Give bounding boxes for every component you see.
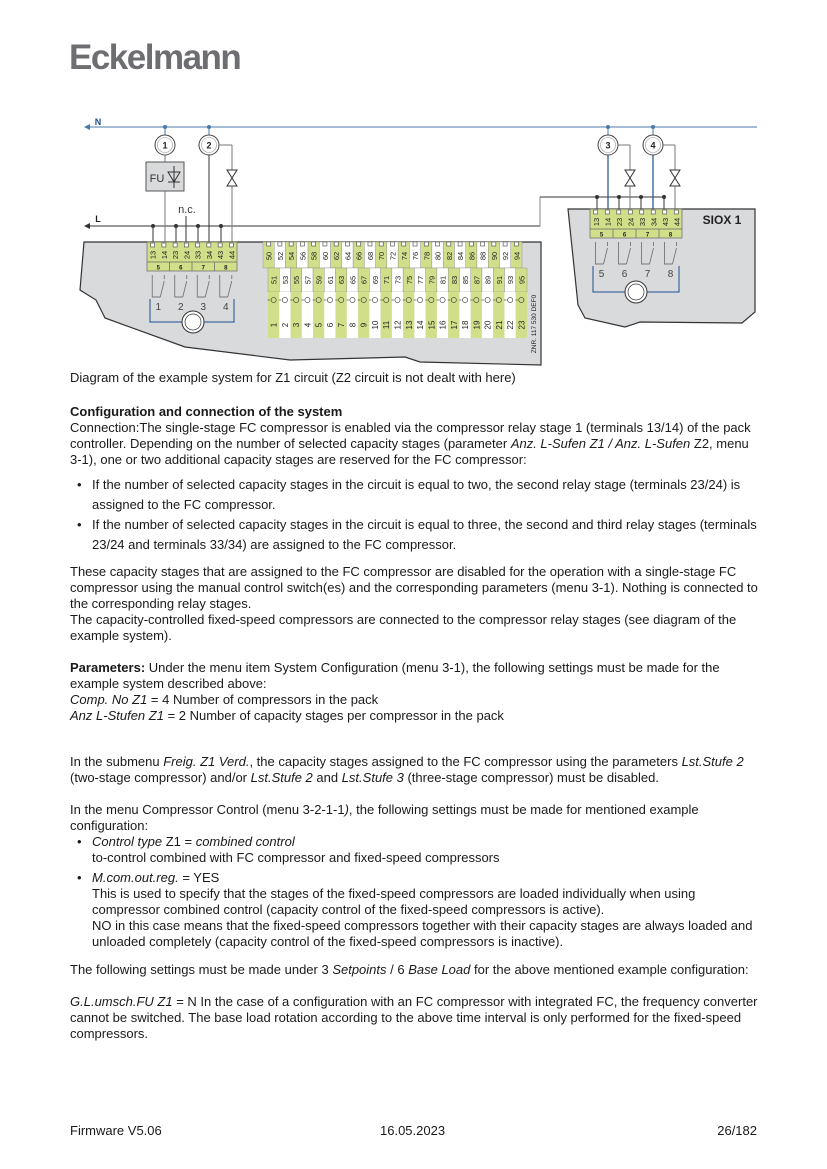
led-slot xyxy=(291,292,302,338)
paragraph xyxy=(70,564,760,612)
diagram-label: 4 xyxy=(222,302,229,313)
terminal-label: 94 xyxy=(512,251,522,261)
terminal-label: 43 xyxy=(216,250,226,260)
terminal-label: 43 xyxy=(660,217,670,227)
terminal-label: 84 xyxy=(456,251,466,261)
terminal-label: 75 xyxy=(404,275,414,285)
text-run: In the menu Compressor Control (menu 3-2-1-1 xyxy=(70,802,345,817)
diagram-label: 7 xyxy=(644,269,651,280)
terminal-label: 56 xyxy=(298,251,308,261)
diagram-label: n.c. xyxy=(178,204,196,216)
terminal-label: 13 xyxy=(148,250,158,260)
terminal-screw xyxy=(151,243,155,247)
terminal-screw xyxy=(312,242,316,246)
paragraph xyxy=(70,708,760,724)
terminal-label: 73 xyxy=(393,275,403,285)
text-run: combined control xyxy=(195,834,295,849)
terminal-label: 61 xyxy=(325,275,335,285)
valve-icon xyxy=(670,170,680,186)
footer-firmware: Firmware V5.06 xyxy=(70,1123,162,1138)
diagram-label: 8 xyxy=(224,265,228,272)
terminal-label: 57 xyxy=(303,275,313,285)
led-slot xyxy=(448,292,459,338)
terminal-label: 72 xyxy=(388,251,398,261)
text-run: In the submenu xyxy=(70,754,164,769)
terminal-label: 33 xyxy=(637,217,647,227)
terminal-screw xyxy=(436,242,440,246)
terminal-screw xyxy=(289,242,293,246)
terminal-screw xyxy=(628,210,632,214)
terminal-screw xyxy=(674,210,678,214)
terminal-label: 79 xyxy=(427,275,437,285)
terminal-label: 71 xyxy=(382,275,392,285)
terminal-label: 17 xyxy=(449,320,459,330)
diagram-label: N xyxy=(94,117,102,127)
text-run: Under the menu item System Configuration (menu 3-1), the following settings must be made for the example system described above: xyxy=(70,660,720,691)
text-run: Base Load xyxy=(408,962,471,977)
terminal-label: 66 xyxy=(354,251,364,261)
terminal-label: 52 xyxy=(275,251,285,261)
junction-dot xyxy=(207,125,211,129)
parameters-paragraph xyxy=(70,660,760,692)
terminal-screw xyxy=(379,242,383,246)
terminal-screw xyxy=(514,242,518,246)
terminal-label: 18 xyxy=(461,320,471,330)
terminal-label: 78 xyxy=(422,251,432,261)
diagram-label: 1 xyxy=(155,302,162,313)
terminal-screw xyxy=(267,242,271,246)
terminal-label: 86 xyxy=(467,251,477,261)
text-run: Z1 = xyxy=(162,834,196,849)
text-run: Freig. Z1 Verd. xyxy=(163,754,250,769)
terminal-label: ZNR. 117 530 DEF0 xyxy=(531,294,538,354)
terminal-label: 62 xyxy=(332,251,342,261)
terminal-label: 92 xyxy=(501,251,511,261)
terminal-label: 85 xyxy=(461,275,471,285)
diagram-label: 3 xyxy=(605,140,611,151)
terminal-label: 76 xyxy=(411,251,421,261)
terminal-label: 13 xyxy=(591,217,601,227)
arrow-icon xyxy=(84,223,90,229)
text-run: Connection:The single-stage FC compressor is enabled via the compressor relay stage 1 (terminals 13/14) of the pack controller. Depending on the number of selected capacity stages (parameter xyxy=(70,420,751,451)
section-heading: Configuration and connection of the system xyxy=(70,404,343,419)
text-run: , the capacity stages assigned to the FC compressor using the parameters xyxy=(249,754,682,769)
diagram-label: 7 xyxy=(645,232,650,239)
terminal-label: 2 xyxy=(280,322,290,328)
terminal-screw xyxy=(492,242,496,246)
terminal-label: 91 xyxy=(494,275,504,285)
terminal-screw xyxy=(651,210,655,214)
terminal-label: 59 xyxy=(314,275,324,285)
terminal-label: 6 xyxy=(325,322,335,328)
terminal-label: 3 xyxy=(292,322,302,328)
terminal-screw xyxy=(357,242,361,246)
terminal-screw xyxy=(447,242,451,246)
paragraph xyxy=(70,754,760,786)
terminal-screw xyxy=(481,242,485,246)
footer-date: 16.05.2023 xyxy=(380,1123,446,1138)
terminal-label: 95 xyxy=(517,275,527,285)
terminal-label: 55 xyxy=(292,275,302,285)
text-run: G.L.umsch.FU Z1 xyxy=(70,994,173,1009)
terminal-label: 87 xyxy=(472,275,482,285)
junction-dot xyxy=(651,125,655,129)
diagram-label: FU xyxy=(149,173,165,185)
led-slot xyxy=(324,292,335,338)
terminal-label: 77 xyxy=(416,275,426,285)
terminal-label: 83 xyxy=(449,275,459,285)
terminal-label: 90 xyxy=(489,251,499,261)
terminal-label: 4 xyxy=(303,322,313,328)
terminal-label: 65 xyxy=(348,275,358,285)
terminal-label: 19 xyxy=(472,320,482,330)
text-run: Setpoints xyxy=(332,962,387,977)
terminal-screw xyxy=(469,242,473,246)
terminal-screw xyxy=(229,243,233,247)
led-slot xyxy=(347,292,358,338)
text-run: Parameters: xyxy=(70,660,146,675)
led-slot xyxy=(504,292,515,338)
terminal-screw xyxy=(503,242,507,246)
led-slot xyxy=(369,292,380,338)
terminal-screw xyxy=(413,242,417,246)
text-run: If the number of selected capacity stages in the circuit is equal to two, the second relay stage (terminals 23/24) is assigned to the FC compressor. xyxy=(92,477,741,512)
bullet-item xyxy=(70,870,760,950)
valve-icon xyxy=(227,170,237,186)
terminal-screw xyxy=(162,243,166,247)
text-run: and xyxy=(312,770,342,785)
text-run: (three-stage compressor) must be disabled. xyxy=(403,770,659,785)
text-run: = N In the case of a configuration with an FC compressor with integrated FC, the frequency converter cannot be switched. The base load rotation according to the above time interval is only performed for the fixed-speed compressors. xyxy=(70,994,758,1041)
diagram-label: L xyxy=(95,214,101,224)
terminal-screw xyxy=(345,242,349,246)
text-run: Control type xyxy=(92,834,163,849)
terminal-label: 23 xyxy=(171,250,181,260)
terminal-screw xyxy=(334,242,338,246)
terminal-label: 63 xyxy=(337,275,347,285)
terminal-label: 51 xyxy=(269,275,279,285)
terminal-screw xyxy=(218,243,222,247)
led-slot xyxy=(493,292,504,338)
terminal-screw xyxy=(278,242,282,246)
text-run: / 6 xyxy=(386,962,409,977)
text-run: = 4 Number of compressors in the pack xyxy=(147,692,379,707)
terminal-label: 50 xyxy=(264,251,274,261)
text-run: , the following settings must be made for mentioned example configuration: xyxy=(70,802,699,833)
terminal-label: 64 xyxy=(343,251,353,261)
terminal-label: 16 xyxy=(438,320,448,330)
terminal-label: 9 xyxy=(359,322,369,328)
footer-page-number: 26/182 xyxy=(717,1123,757,1138)
led-slot xyxy=(268,292,279,338)
terminal-screw xyxy=(617,210,621,214)
paragraph xyxy=(70,802,760,834)
terminal-label: 12 xyxy=(393,320,403,330)
led-slot xyxy=(482,292,493,338)
terminal-label: 13 xyxy=(404,320,414,330)
diagram-label: 6 xyxy=(179,265,183,272)
terminal-label: 82 xyxy=(444,251,454,261)
terminal-label: 14 xyxy=(603,217,613,227)
diagram-label: 3 xyxy=(200,302,207,313)
terminal-label: 80 xyxy=(433,251,443,261)
valve-icon xyxy=(625,170,635,186)
text-run: Lst.Stufe 2 xyxy=(250,770,313,785)
terminal-screw xyxy=(184,243,188,247)
terminal-label: 24 xyxy=(182,250,192,260)
bullet-list xyxy=(70,834,760,954)
terminal-label: 69 xyxy=(370,275,380,285)
led-slot xyxy=(313,292,324,338)
diagram-label: 5 xyxy=(598,269,605,280)
text-run: to-control combined with FC compressor and fixed-speed compressors xyxy=(92,850,500,865)
terminal-label: 7 xyxy=(337,322,347,328)
led-slot xyxy=(336,292,347,338)
terminal-label: 5 xyxy=(314,322,324,328)
bullet-item xyxy=(70,834,760,866)
text-run: Anz. L-Sufen Z1 / Anz. L-Sufen xyxy=(510,436,691,451)
terminal-label: 23 xyxy=(517,320,527,330)
terminal-label: 15 xyxy=(427,320,437,330)
eckelmann-logo: Eckelmann xyxy=(69,38,241,77)
diagram-label: 6 xyxy=(621,269,628,280)
terminal-screw xyxy=(391,242,395,246)
diagram-label: 8 xyxy=(667,269,674,280)
text-run: = YES This is used to specify that the stages of the fixed-speed compressors are loaded individually when using compressor combined control (capacity control of the fixed-speed compressors is active). NO in this case means that the fixed-speed compressors together with their capacity stages are always loaded and unloaded completely (capacity control of the fixed-speed compressors is inactive). xyxy=(92,870,753,949)
terminal-screw xyxy=(173,243,177,247)
led-slot xyxy=(279,292,290,338)
paragraph xyxy=(70,994,760,1042)
terminal-label: 20 xyxy=(483,320,493,330)
terminal-screw xyxy=(402,242,406,246)
text-run: Lst.Stufe 3 xyxy=(341,770,404,785)
led-slot xyxy=(392,292,403,338)
junction-dot xyxy=(163,125,167,129)
junction-dot xyxy=(606,125,610,129)
bullet-item xyxy=(70,475,760,515)
diagram-label: 4 xyxy=(650,140,656,151)
terminal-screw xyxy=(594,210,598,214)
terminal-screw xyxy=(640,210,644,214)
bullet-list xyxy=(70,475,760,555)
terminal-screw xyxy=(323,242,327,246)
terminal-label: 14 xyxy=(159,250,169,260)
text-run: Anz L-Stufen Z1 xyxy=(70,708,164,723)
terminal-label: 68 xyxy=(365,251,375,261)
led-slot xyxy=(403,292,414,338)
terminal-label: 34 xyxy=(204,250,214,260)
terminal-screw xyxy=(368,242,372,246)
led-slot xyxy=(437,292,448,338)
terminal-label: 24 xyxy=(626,217,636,227)
terminal-label: 21 xyxy=(494,320,504,330)
diagram-label: SIOX 1 xyxy=(702,213,742,227)
led-slot xyxy=(459,292,470,338)
led-slot xyxy=(471,292,482,338)
terminal-screw xyxy=(663,210,667,214)
led-slot xyxy=(302,292,313,338)
text-run: for the above mentioned example configuration: xyxy=(470,962,749,977)
terminal-label: 93 xyxy=(506,275,516,285)
diagram-caption: Diagram of the example system for Z1 circuit (Z2 circuit is not dealt with here) xyxy=(70,370,516,385)
paragraph xyxy=(70,420,760,468)
text-run: The following settings must be made under 3 xyxy=(70,962,333,977)
terminal-label: 23 xyxy=(614,217,624,227)
paragraph xyxy=(70,612,760,644)
terminal-screw xyxy=(605,210,609,214)
terminal-label: 14 xyxy=(416,320,426,330)
terminal-screw xyxy=(424,242,428,246)
text-run: The capacity-controlled fixed-speed compressors are connected to the compressor relay stages (see diagram of the example system). xyxy=(70,612,737,643)
terminal-label: 58 xyxy=(309,251,319,261)
text-run: Lst.Stufe 2 xyxy=(681,754,744,769)
terminal-label: 10 xyxy=(370,320,380,330)
wiring-diagram xyxy=(0,100,827,375)
diagram-label: 2 xyxy=(177,302,184,313)
arrow-icon xyxy=(84,124,90,130)
led-slot xyxy=(358,292,369,338)
led-slot xyxy=(516,292,527,338)
diagram-label: 7 xyxy=(201,265,205,272)
text-run: = 2 Number of capacity stages per compressor in the pack xyxy=(163,708,504,723)
terminal-label: 1 xyxy=(269,322,279,328)
terminal-label: 89 xyxy=(483,275,493,285)
text-run: Z2, menu 3-1), one or two additional capacity stages are reserved for the FC compressor: xyxy=(70,436,749,467)
text-run: M.com.out.reg. xyxy=(92,870,179,885)
terminal-label: 8 xyxy=(348,322,358,328)
terminal-label: 54 xyxy=(287,251,297,261)
terminal-label: 33 xyxy=(193,250,203,260)
diagram-label: 6 xyxy=(622,232,627,239)
terminal-label: 44 xyxy=(672,217,682,227)
text-run: ) xyxy=(344,802,349,817)
terminal-screw xyxy=(300,242,304,246)
terminal-screw xyxy=(207,243,211,247)
paragraph xyxy=(70,692,760,708)
terminal-screw xyxy=(196,243,200,247)
text-run: Comp. No Z1 xyxy=(70,692,148,707)
paragraph xyxy=(70,962,760,978)
diagram-label: 8 xyxy=(668,232,673,239)
terminal-label: 70 xyxy=(377,251,387,261)
diagram-label: 5 xyxy=(156,265,160,272)
text-run: If the number of selected capacity stages in the circuit is equal to three, the second and third relay stages (terminals 23/24 and terminals 33/34) are assigned to the FC compressor. xyxy=(92,517,757,552)
terminal-label: 44 xyxy=(227,250,237,260)
terminal-label: 74 xyxy=(399,251,409,261)
terminal-label: 60 xyxy=(320,251,330,261)
terminal-label: 53 xyxy=(280,275,290,285)
terminal-label: 81 xyxy=(438,275,448,285)
diagram-label: 1 xyxy=(162,140,168,151)
led-slot xyxy=(426,292,437,338)
diagram-label: 2 xyxy=(206,140,212,151)
bullet-item xyxy=(70,515,760,555)
text-run: These capacity stages that are assigned to the FC compressor are disabled for the operation with a single-stage FC compressor using the manual control switch(es) and the corresponding parameters (menu 3-1). Nothing is connected to the corresponding relay stages. xyxy=(70,564,758,611)
led-slot xyxy=(414,292,425,338)
text-run: (two-stage compressor) and/or xyxy=(70,770,251,785)
terminal-label: 22 xyxy=(506,320,516,330)
diagram-label: 5 xyxy=(599,232,604,239)
led-slot xyxy=(381,292,392,338)
terminal-label: 67 xyxy=(359,275,369,285)
terminal-label: 34 xyxy=(649,217,659,227)
terminal-label: 88 xyxy=(478,251,488,261)
terminal-screw xyxy=(458,242,462,246)
terminal-label: 11 xyxy=(382,320,392,330)
